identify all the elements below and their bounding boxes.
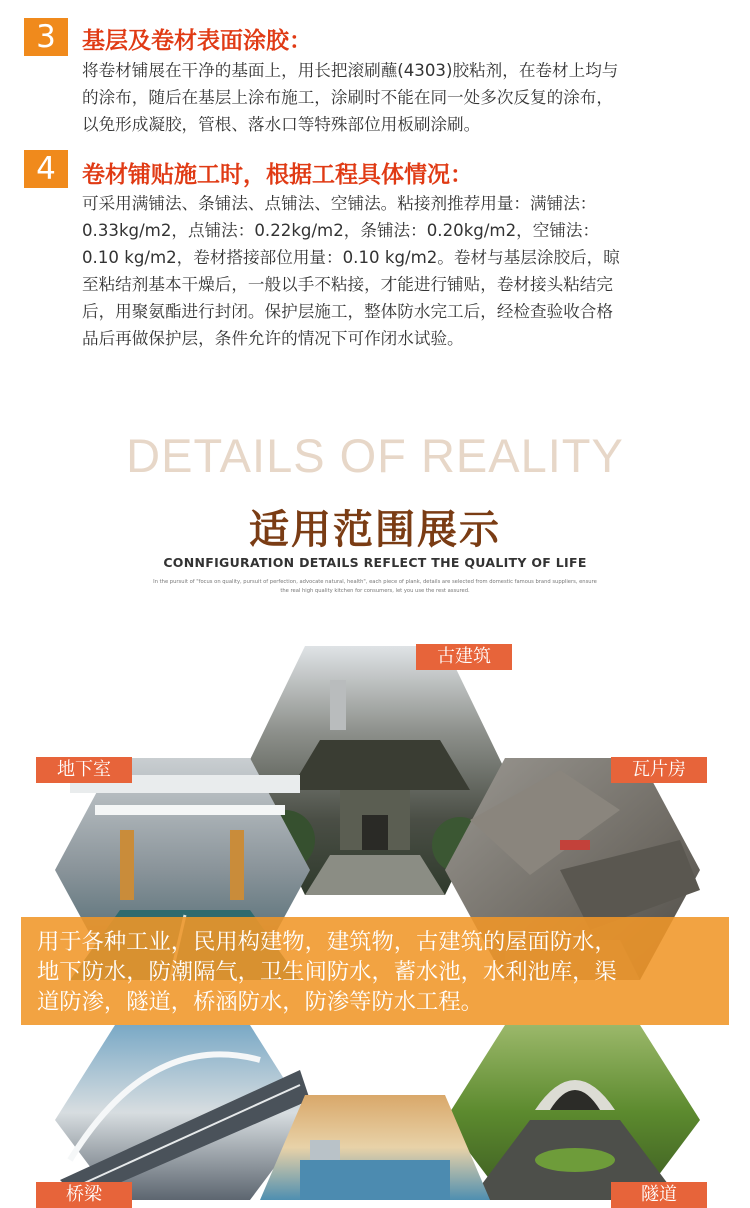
hero-chinese-title: 适用范围展示 <box>249 507 501 553</box>
step-number-badge: 4 <box>24 150 68 188</box>
text-line: 用于各种工业，民用构建物，建筑物，古建筑的屋面防水， <box>37 929 617 955</box>
tag-bridge: 桥梁 <box>36 1182 132 1208</box>
step-number-badge: 3 <box>24 18 68 56</box>
tag-basement: 地下室 <box>36 757 132 783</box>
fine-print-line: the real high quality kitchen for consumers, let you use the rest assured. <box>280 588 470 594</box>
text-line: 0.33kg/m2，点铺法：0.22kg/m2，条铺法：0.20kg/m2，空铺法： <box>82 221 600 240</box>
hero-fine-print <box>130 578 620 596</box>
step-title: 基层及卷材表面涂胶： <box>82 28 312 54</box>
text-line: 可采用满铺法、条铺法、点铺法、空铺法。粘接剂推荐用量：满铺法： <box>82 194 597 213</box>
text-line: 0.10 kg/m2，卷材搭接部位用量：0.10 kg/m2。卷材与基层涂胶后，晾 <box>82 248 620 267</box>
hero-english-title: DETAILS OF REALITY <box>126 429 624 482</box>
photo-tunnel <box>445 1025 700 1200</box>
text-line: 将卷材铺展在干净的基面上，用长把滚刷蘸(4303)胶粘剂，在卷材上均与 <box>82 61 619 80</box>
text-line: 后，用聚氨酯进行封闭。保护层施工，整体防水完工后，经检查验收合格 <box>82 302 613 321</box>
tag-tunnel: 隧道 <box>611 1182 707 1208</box>
text-line: 以免形成凝胶，管根、落水口等特殊部位用板刷涂刷。 <box>82 115 481 134</box>
text-line: 至粘结剂基本干燥后，一般以手不粘接，才能进行铺贴，卷材接头粘结完 <box>82 275 613 294</box>
usage-text <box>37 927 727 1017</box>
tag-tile-roof: 瓦片房 <box>611 757 707 783</box>
hero-subtitle: CONNFIGURATION DETAILS REFLECT THE QUALITY OF LIFE <box>163 555 587 570</box>
step-title: 卷材铺贴施工时，根据工程具体情况： <box>82 162 473 188</box>
text-line: 地下防水，防潮隔气，卫生间防水，蓄水池，水利池库，渠 <box>37 959 617 985</box>
usage-overlay-banner <box>21 917 729 1025</box>
fine-print-line: In the pursuit of "focus on quality, pursuit of perfection, advocate natural, health", each piece of plank, details are selected from domestic famous brand suppliers, ensure <box>153 579 597 585</box>
step-description <box>82 190 732 352</box>
tag-ancient-architecture: 古建筑 <box>416 644 512 670</box>
text-line: 的涂布，随后在基层上涂布施工，涂刷时不能在同一处多次反复的涂布， <box>82 88 613 107</box>
text-line: 道防渗，隧道，桥涵防水，防渗等防水工程。 <box>37 989 483 1015</box>
text-line: 品后再做保护层，条件允许的情况下可作闭水试验。 <box>82 329 464 348</box>
step-description <box>82 57 732 138</box>
